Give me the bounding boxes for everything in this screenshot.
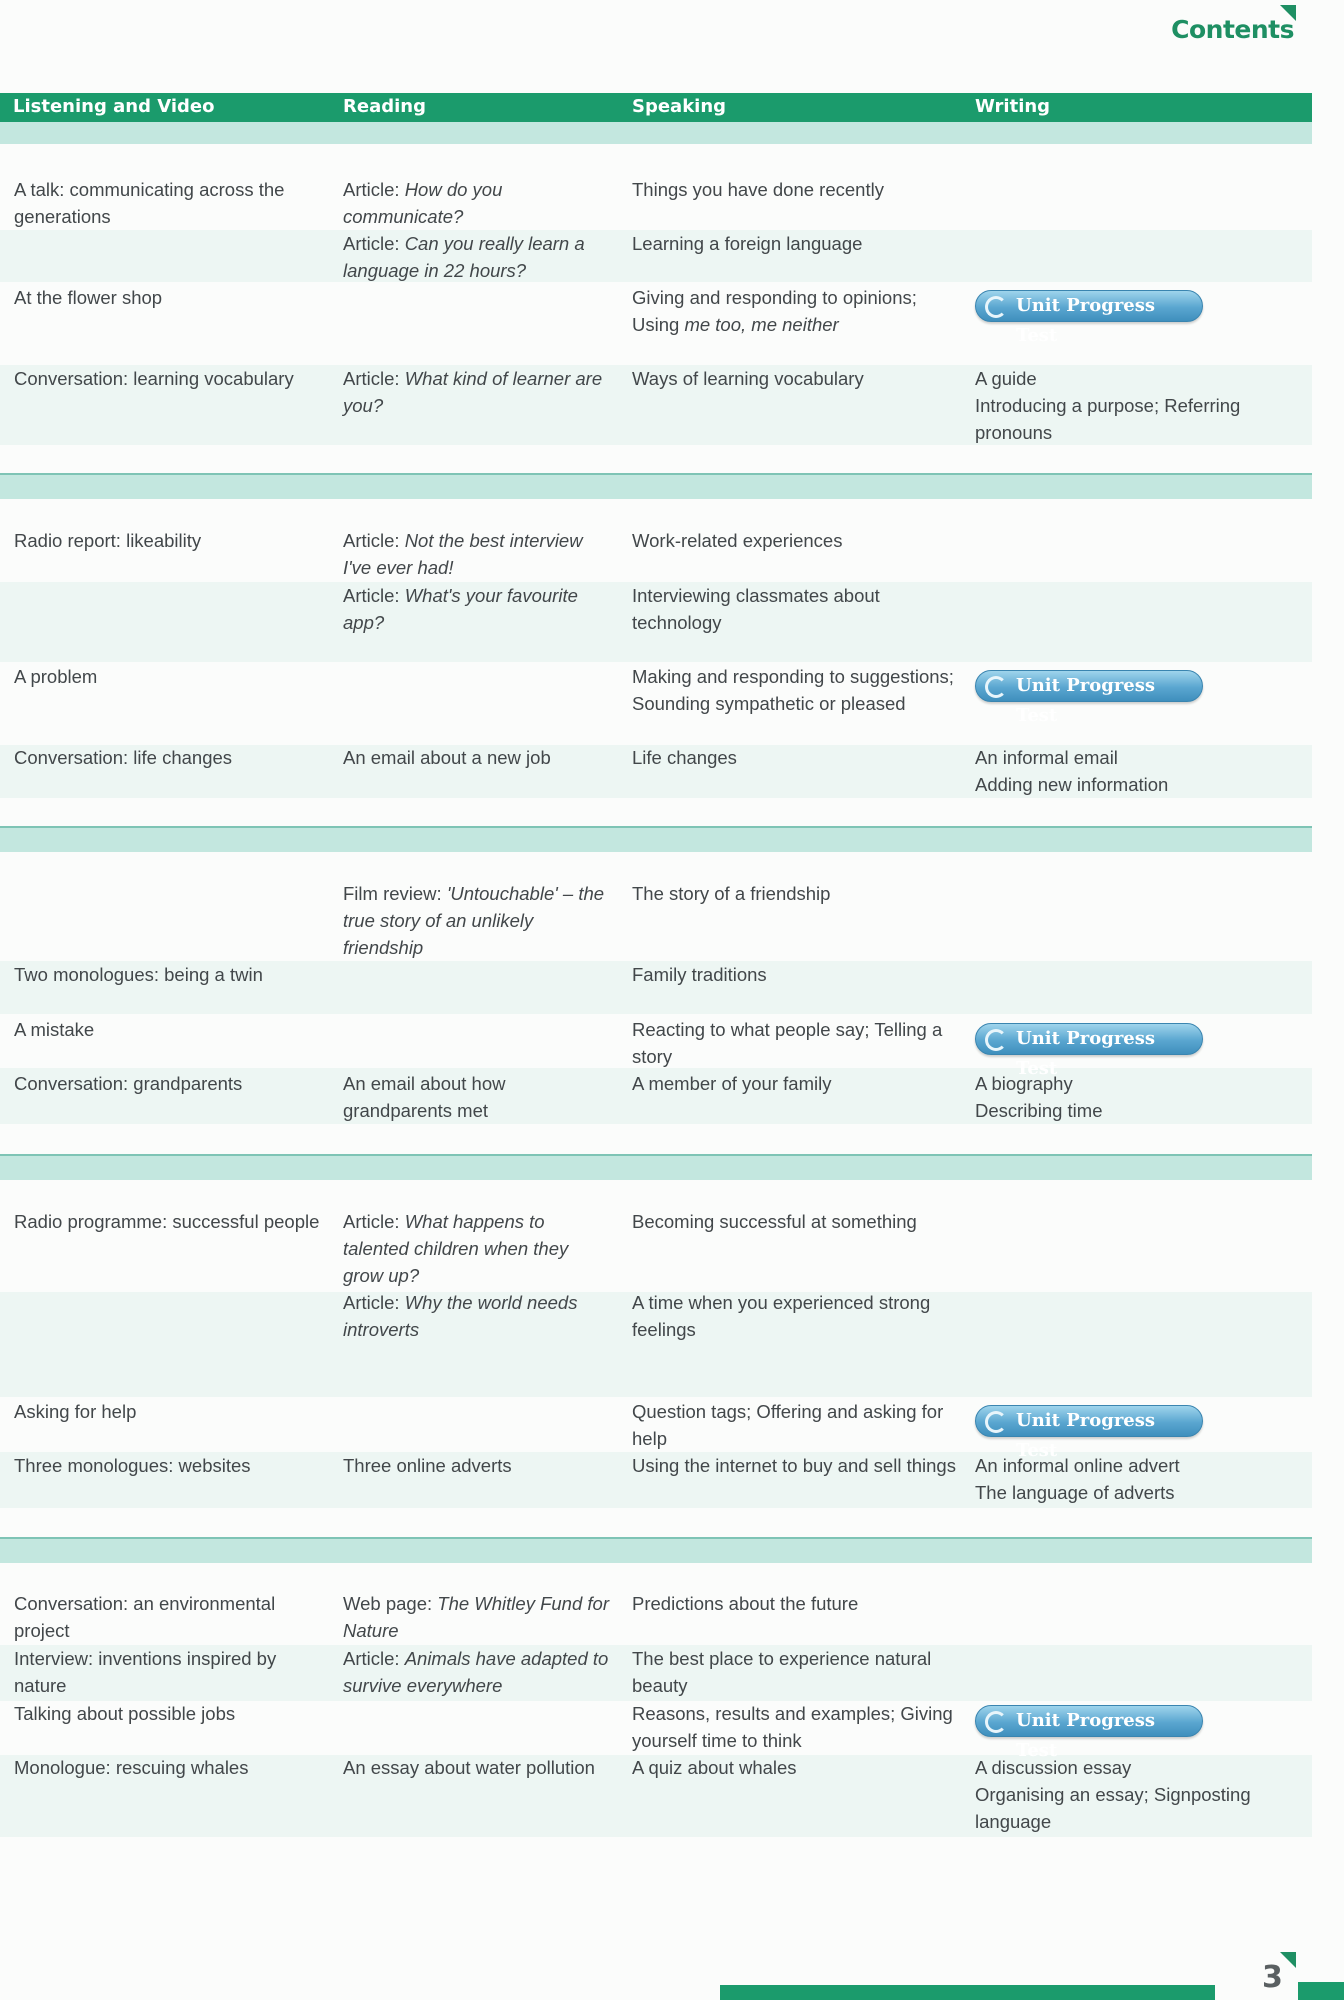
reading-cell: [343, 230, 613, 284]
page-title: Contents: [1171, 15, 1294, 44]
unit-separator: [0, 1154, 1312, 1180]
listening-cell: Conversation: grandparents: [14, 1073, 243, 1094]
speaking-cell: Reasons, results and examples; Giving yourself time to think: [632, 1703, 953, 1751]
speaking-cell: Work-related experiences: [632, 530, 843, 551]
listening-cell: Conversation: learning vocabulary: [14, 368, 294, 389]
reading-title: The Whitley Fund for Nature: [343, 1593, 609, 1641]
header-listening: Listening and Video: [13, 96, 215, 117]
refresh-icon: [985, 676, 1007, 698]
footer-bar: [720, 1985, 1215, 2000]
speaking-cell: A time when you experienced strong feelings: [632, 1292, 931, 1340]
listening-cell: Conversation: an environmental project: [14, 1593, 276, 1641]
listening-cell: Conversation: life changes: [14, 747, 233, 768]
reading-cell: [343, 365, 613, 419]
reading-prefix: Article:: [343, 530, 405, 551]
listening-cell: Three monologues: websites: [14, 1455, 251, 1476]
writing-cell: A guide Introducing a purpose; Referring pronouns: [975, 368, 1241, 443]
reading-cell: [343, 880, 613, 961]
button-label: Unit Progress Test: [1016, 675, 1156, 726]
reading-cell: Three online adverts: [343, 1455, 512, 1476]
speaking-cell: Ways of learning vocabulary: [632, 368, 864, 389]
unit-band: [0, 122, 1312, 144]
reading-cell: [343, 1289, 613, 1343]
reading-cell: [343, 1208, 613, 1289]
button-label: Unit Progress Test: [1016, 1410, 1156, 1461]
footer-bar: [1298, 1982, 1344, 2000]
reading-title: Animals have adapted to survive everywhere: [343, 1648, 609, 1696]
speaking-cell: Question tags; Offering and asking for help: [632, 1401, 944, 1449]
listening-cell: Radio report: likeability: [14, 530, 202, 551]
speaking-cell: Making and responding to suggestions; Sounding sympathetic or pleased: [632, 666, 954, 714]
unit-separator: [0, 1537, 1312, 1563]
reading-prefix: Article:: [343, 179, 405, 200]
listening-cell: Interview: inventions inspired by nature: [14, 1648, 277, 1696]
speaking-cell: The story of a friendship: [632, 883, 831, 904]
listening-cell: Asking for help: [14, 1401, 137, 1422]
speaking-cell: Predictions about the future: [632, 1593, 859, 1614]
listening-cell: Two monologues: being a twin: [14, 964, 263, 985]
unit-separator: [0, 473, 1312, 499]
reading-prefix: Article:: [343, 368, 405, 389]
reading-title: What kind of learner are you?: [343, 368, 603, 416]
refresh-icon: [985, 1711, 1007, 1733]
listening-cell: Radio programme: successful people: [14, 1211, 320, 1232]
reading-cell: [343, 527, 613, 581]
writing-cell: A discussion essay Organising an essay; Signposting language: [975, 1757, 1251, 1832]
speaking-cell: [632, 284, 962, 338]
reading-title: What's your favourite app?: [343, 585, 578, 633]
listening-cell: A problem: [14, 666, 98, 687]
speaking-text: Giving and responding to opinions; Using: [632, 287, 917, 335]
reading-title: What happens to talented children when they grow up?: [343, 1211, 569, 1286]
reading-prefix: Web page:: [343, 1593, 438, 1614]
writing-cell: A biography Describing time: [975, 1073, 1103, 1121]
unit-progress-test-button[interactable]: [975, 670, 1203, 726]
writing-cell: An informal online advert The language of adverts: [975, 1455, 1180, 1503]
writing-cell: An informal email Adding new information: [975, 747, 1169, 795]
listening-cell: Talking about possible jobs: [14, 1703, 236, 1724]
speaking-italic: me too, me neither: [684, 314, 839, 335]
button-label: Unit Progress Test: [1016, 295, 1156, 346]
refresh-icon: [985, 1411, 1007, 1433]
header-writing: Writing: [975, 96, 1051, 117]
reading-cell: An email about a new job: [343, 747, 551, 768]
header-speaking: Speaking: [632, 96, 727, 117]
reading-title: 'Untouchable' – the true story of an unlikely friendship: [343, 883, 605, 958]
button-label: Unit Progress Test: [1016, 1028, 1156, 1079]
speaking-cell: Life changes: [632, 747, 737, 768]
speaking-cell: Using the internet to buy and sell things: [632, 1455, 956, 1476]
speaking-cell: A quiz about whales: [632, 1757, 797, 1778]
refresh-icon: [985, 1029, 1007, 1051]
unit-progress-test-button[interactable]: [975, 1705, 1203, 1761]
reading-cell: [343, 1645, 613, 1699]
refresh-icon: [985, 296, 1007, 318]
reading-prefix: Film review:: [343, 883, 447, 904]
reading-prefix: Article:: [343, 233, 405, 254]
speaking-cell: Family traditions: [632, 964, 767, 985]
column-header-bar: [0, 93, 1312, 122]
unit-progress-test-button[interactable]: [975, 1405, 1203, 1461]
speaking-cell: Becoming successful at something: [632, 1211, 917, 1232]
reading-title: Why the world needs introverts: [343, 1292, 578, 1340]
reading-cell: An email about how grandparents met: [343, 1073, 506, 1121]
speaking-cell: The best place to experience natural beauty: [632, 1648, 932, 1696]
listening-cell: At the flower shop: [14, 287, 163, 308]
unit-progress-test-button[interactable]: [975, 290, 1203, 346]
reading-title: Not the best interview I've ever had!: [343, 530, 583, 578]
reading-cell: [343, 1590, 613, 1644]
speaking-cell: Learning a foreign language: [632, 233, 863, 254]
speaking-cell: A member of your family: [632, 1073, 832, 1094]
speaking-cell: Reacting to what people say; Telling a story: [632, 1019, 943, 1067]
header-reading: Reading: [343, 96, 426, 117]
reading-prefix: Article:: [343, 1292, 405, 1313]
reading-prefix: Article:: [343, 1211, 405, 1232]
speaking-cell: Interviewing classmates about technology: [632, 585, 880, 633]
reading-cell: [343, 176, 613, 230]
page-number: 3: [1262, 1960, 1283, 1995]
unit-separator: [0, 826, 1312, 852]
speaking-cell: Things you have done recently: [632, 179, 884, 200]
reading-prefix: Article:: [343, 585, 405, 606]
listening-cell: A talk: communicating across the generations: [14, 179, 285, 227]
reading-title: Can you really learn a language in 22 hours?: [343, 233, 585, 281]
button-label: Unit Progress Test: [1016, 1710, 1156, 1761]
reading-title: How do you communicate?: [343, 179, 503, 227]
reading-prefix: Article:: [343, 1648, 405, 1669]
reading-cell: [343, 582, 613, 636]
listening-cell: Monologue: rescuing whales: [14, 1757, 249, 1778]
reading-cell: An essay about water pollution: [343, 1757, 595, 1778]
unit-progress-test-button[interactable]: [975, 1023, 1203, 1079]
listening-cell: A mistake: [14, 1019, 95, 1040]
